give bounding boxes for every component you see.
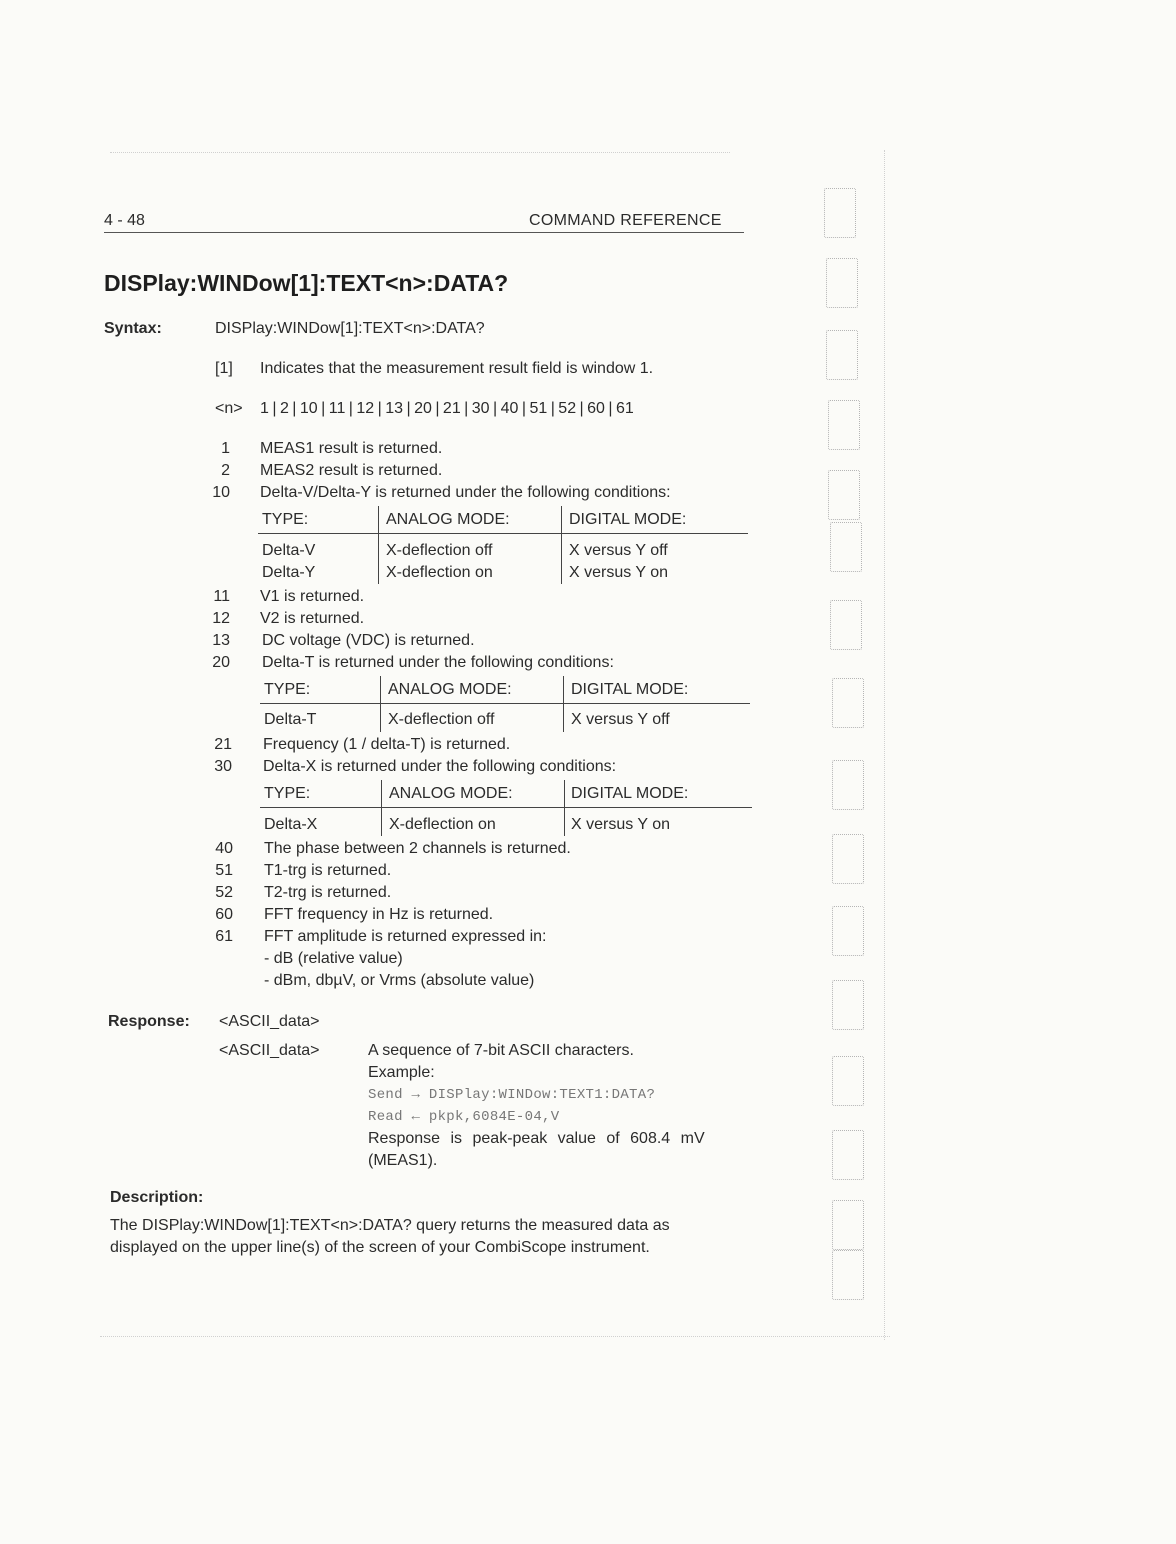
syntax-label: Syntax:: [104, 320, 162, 337]
table-cell: Delta-X: [264, 816, 318, 833]
window-param: [1]: [215, 360, 233, 377]
item-num: 11: [213, 588, 230, 605]
scan-artifact-bottom: [100, 1336, 890, 1337]
syntax-command: DISPlay:WINDow[1]:TEXT<n>:DATA?: [215, 320, 485, 337]
table-cell: X versus Y off: [571, 711, 670, 728]
table-header-digital: DIGITAL MODE:: [571, 785, 689, 802]
item-num: 40: [215, 840, 233, 857]
table-cell: X versus Y on: [569, 564, 669, 581]
page-title: DISPlay:WINDow[1]:TEXT<n>:DATA?: [104, 270, 509, 296]
table-header-analog: ANALOG MODE:: [388, 681, 512, 698]
header-rule: [104, 232, 744, 233]
item-text: Frequency (1 / delta-T) is returned.: [263, 736, 511, 753]
item-text: FFT frequency in Hz is returned.: [264, 906, 494, 923]
item-text: T1-trg is returned.: [264, 862, 392, 879]
item-num: 10: [212, 484, 230, 501]
table-header-digital: DIGITAL MODE:: [571, 681, 689, 698]
table-cell: Delta-V: [262, 542, 316, 559]
item-num: 52: [215, 884, 233, 901]
item-num: 1: [221, 440, 230, 457]
item-num: 30: [214, 758, 232, 775]
item-text: V1 is returned.: [260, 588, 365, 605]
table-header-type: TYPE:: [262, 511, 309, 528]
n-param: <n>: [215, 400, 243, 417]
table-header-analog: ANALOG MODE:: [386, 511, 510, 528]
table-cell: X-deflection off: [388, 711, 495, 728]
item-num: 2: [221, 462, 230, 479]
item-text: Delta-T is returned under the following conditions:: [262, 654, 614, 671]
table-divider: [564, 780, 565, 836]
example-result-line: (MEAS1).: [368, 1152, 438, 1169]
item-text: MEAS1 result is returned.: [260, 440, 443, 457]
table-header-analog: ANALOG MODE:: [389, 785, 513, 802]
table-header-type: TYPE:: [264, 785, 311, 802]
response-desc: A sequence of 7-bit ASCII characters.: [368, 1042, 634, 1059]
response-type: <ASCII_data>: [219, 1013, 320, 1030]
item-num: 60: [215, 906, 233, 923]
item-text: FFT amplitude is returned expressed in:: [264, 928, 547, 945]
table-divider: [378, 506, 379, 584]
description-label: Description:: [110, 1189, 204, 1206]
fft-sub-item: - dBm, dbµV, or Vrms (absolute value): [264, 972, 535, 989]
example-result-line: Response is peak-peak value of 608.4 mV: [368, 1130, 705, 1147]
table-cell: Delta-Y: [262, 564, 316, 581]
item-num: 61: [215, 928, 233, 945]
item-text: MEAS2 result is returned.: [260, 462, 443, 479]
item-text: DC voltage (VDC) is returned.: [262, 632, 475, 649]
example-send-line: Send → DISPlay:WINDow:TEXT1:DATA?: [368, 1087, 656, 1103]
table-divider: [381, 780, 382, 836]
item-text: V2 is returned.: [260, 610, 365, 627]
table-divider: [380, 676, 381, 732]
item-text: Delta-X is returned under the following conditions:: [263, 758, 617, 775]
table-header-digital: DIGITAL MODE:: [569, 511, 687, 528]
fft-sub-item: - dB (relative value): [264, 950, 403, 967]
item-num: 51: [215, 862, 233, 879]
page-number: 4 - 48: [104, 212, 145, 229]
window-desc: Indicates that the measurement result field is window 1.: [260, 360, 654, 377]
table-header-rule: [260, 807, 752, 808]
table-cell: X versus Y on: [571, 816, 671, 833]
table-header-rule: [260, 703, 750, 704]
table-cell: Delta-T: [264, 711, 317, 728]
example-read-line: Read ← pkpk,6084E-04,V: [368, 1109, 560, 1125]
section-title: COMMAND REFERENCE: [529, 212, 722, 229]
item-num: 21: [214, 736, 232, 753]
description-text: displayed on the upper line(s) of the screen of your CombiScope instrument.: [110, 1239, 650, 1256]
table-cell: X-deflection off: [386, 542, 493, 559]
item-text: The phase between 2 channels is returned.: [264, 840, 571, 857]
item-num: 13: [212, 632, 230, 649]
table-header-rule: [258, 533, 748, 534]
item-text: T2-trg is returned.: [264, 884, 392, 901]
scan-artifact-top: [110, 152, 730, 153]
table-header-type: TYPE:: [264, 681, 311, 698]
item-num: 20: [212, 654, 230, 671]
table-cell: X-deflection on: [386, 564, 493, 581]
table-cell: X versus Y off: [569, 542, 668, 559]
table-divider: [561, 506, 562, 584]
example-label: Example:: [368, 1064, 435, 1081]
response-label: Response:: [108, 1013, 190, 1030]
description-text: The DISPlay:WINDow[1]:TEXT<n>:DATA? query returns the measured data as: [110, 1217, 670, 1234]
response-param: <ASCII_data>: [219, 1042, 320, 1059]
n-values: 1 | 2 | 10 | 11 | 12 | 13 | 20 | 21 | 30 | 40 | 51 | 52 | 60 | 61: [260, 400, 634, 417]
table-cell: X-deflection on: [389, 816, 496, 833]
item-num: 12: [212, 610, 230, 627]
index-tabs: [820, 150, 890, 1340]
item-text: Delta-V/Delta-Y is returned under the following conditions:: [260, 484, 671, 501]
table-divider: [563, 676, 564, 732]
